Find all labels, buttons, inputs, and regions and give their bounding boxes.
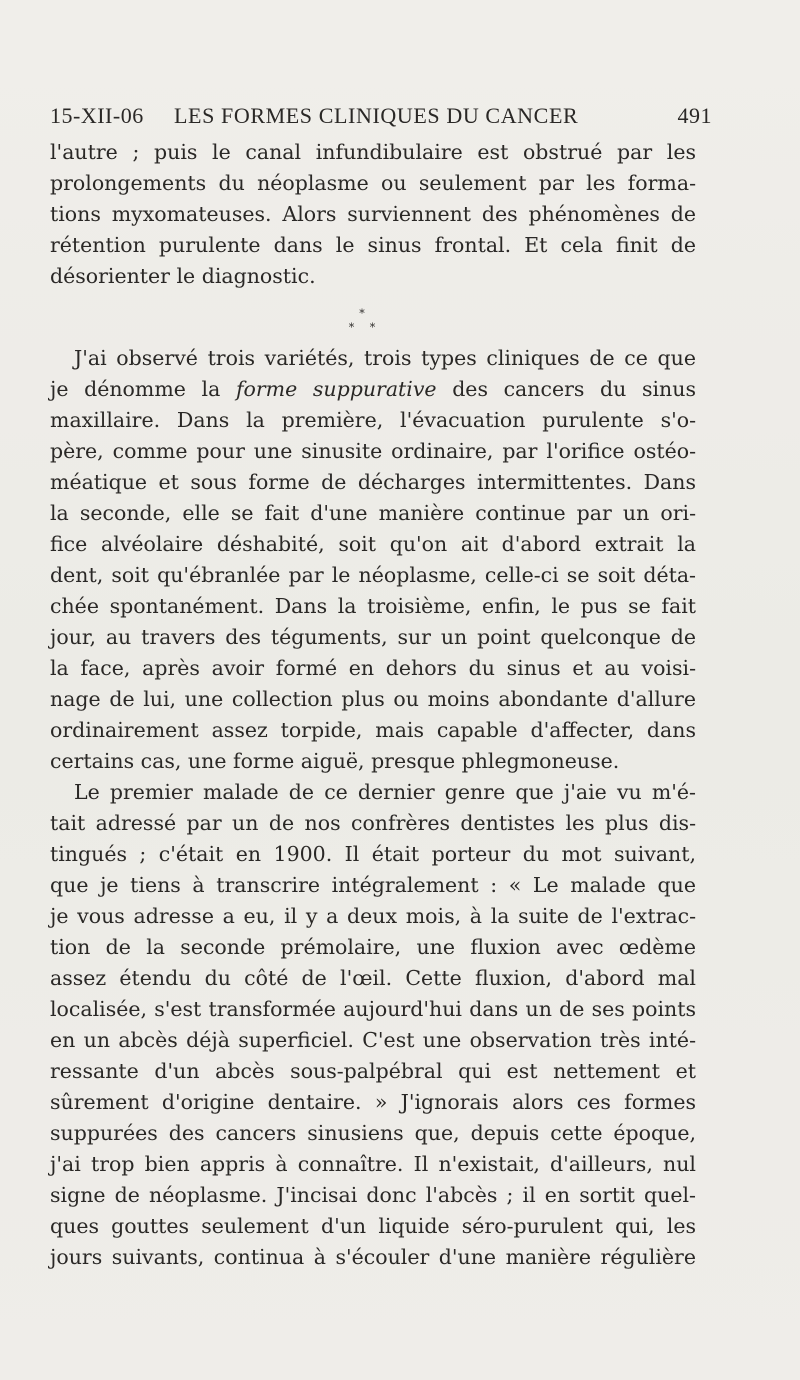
text-line: que je tiens à transcrire intégralement : « Le malade que [50,873,696,897]
text-line: certains cas, une forme aiguë, presque phlegmoneuse. [50,749,620,773]
text-line: fice alvéolaire déshabité, soit qu'on ait d'abord extrait la [50,532,696,556]
text-fragment: je dénomme la [50,377,221,401]
text-line-with-italic [50,374,696,404]
text-line: tion de la seconde prémolaire, une fluxion avec œdème [50,935,696,959]
text-line: dent, soit qu'ébranlée par le néoplasme, celle-ci se soit déta- [50,563,696,587]
text-line: la seconde, elle se fait d'une manière continue par un ori- [50,501,696,525]
page-number: 491 [677,103,712,128]
section-separator-top: * [359,307,371,320]
italic-emphasis: forme suppurative [235,377,437,401]
text-line: désorienter le diagnostic. [50,264,316,288]
text-line: méatique et sous forme de décharges intermittentes. Dans [50,470,696,494]
text-line: j'ai trop bien appris à connaître. Il n'existait, d'ailleurs, nul [50,1152,696,1176]
text-line: la face, après avoir formé en dehors du sinus et au voisi- [50,656,696,680]
text-line: sûrement d'origine dentaire. » J'ignorais alors ces formes [50,1090,696,1114]
text-line: J'ai observé trois variétés, trois types cliniques de ce que [74,346,696,370]
running-header [50,103,712,133]
text-line: rétention purulente dans le sinus frontal. Et cela finit de [50,233,696,257]
text-line: ordinairement assez torpide, mais capable d'affecter, dans [50,718,696,742]
text-line: maxillaire. Dans la première, l'évacuation purulente s'o- [50,408,696,432]
text-line: chée spontanément. Dans la troisième, enfin, le pus se fait [50,594,696,618]
text-line: suppurées des cancers sinusiens que, depuis cette époque, [50,1121,696,1145]
text-line: père, comme pour une sinusite ordinaire, par l'orifice ostéo- [50,439,696,463]
text-fragment: des cancers du sinus [452,377,696,401]
text-line: en un abcès déjà superficiel. C'est une observation très inté- [50,1028,696,1052]
text-line: tions myxomateuses. Alors surviennent des phénomènes de [50,202,696,226]
text-line: jour, au travers des téguments, sur un point quelconque de [50,625,696,649]
text-line: localisée, s'est transformée aujourd'hui dans un de ses points [50,997,696,1021]
text-line: tait adressé par un de nos confrères dentistes les plus dis- [50,811,696,835]
text-line: prolongements du néoplasme ou seulement par les forma- [50,171,696,195]
text-line: l'autre ; puis le canal infundibulaire est obstrué par les [50,140,696,164]
text-line: je vous adresse a eu, il y a deux mois, à la suite de l'extrac- [50,904,696,928]
text-line: assez étendu du côté de l'œil. Cette fluxion, d'abord mal [50,966,696,990]
text-line: ques gouttes seulement d'un liquide séro-purulent qui, les [50,1214,696,1238]
header-date: 15-XII-06 [50,103,144,128]
header-title: LES FORMES CLINIQUES DU CANCER [174,103,579,128]
text-line: tingués ; c'était en 1900. Il était porteur du mot suivant, [50,842,696,866]
text-line: ressante d'un abcès sous-palpébral qui est nettement et [50,1059,696,1083]
section-separator-bottom: * * [348,321,382,334]
text-line: Le premier malade de ce dernier genre que j'aie vu m'é- [74,780,696,804]
text-line: jours suivants, continua à s'écouler d'une manière régulière [50,1245,696,1269]
text-line: nage de lui, une collection plus ou moins abondante d'allure [50,687,696,711]
text-line: signe de néoplasme. J'incisai donc l'abcès ; il en sortit quel- [50,1183,696,1207]
